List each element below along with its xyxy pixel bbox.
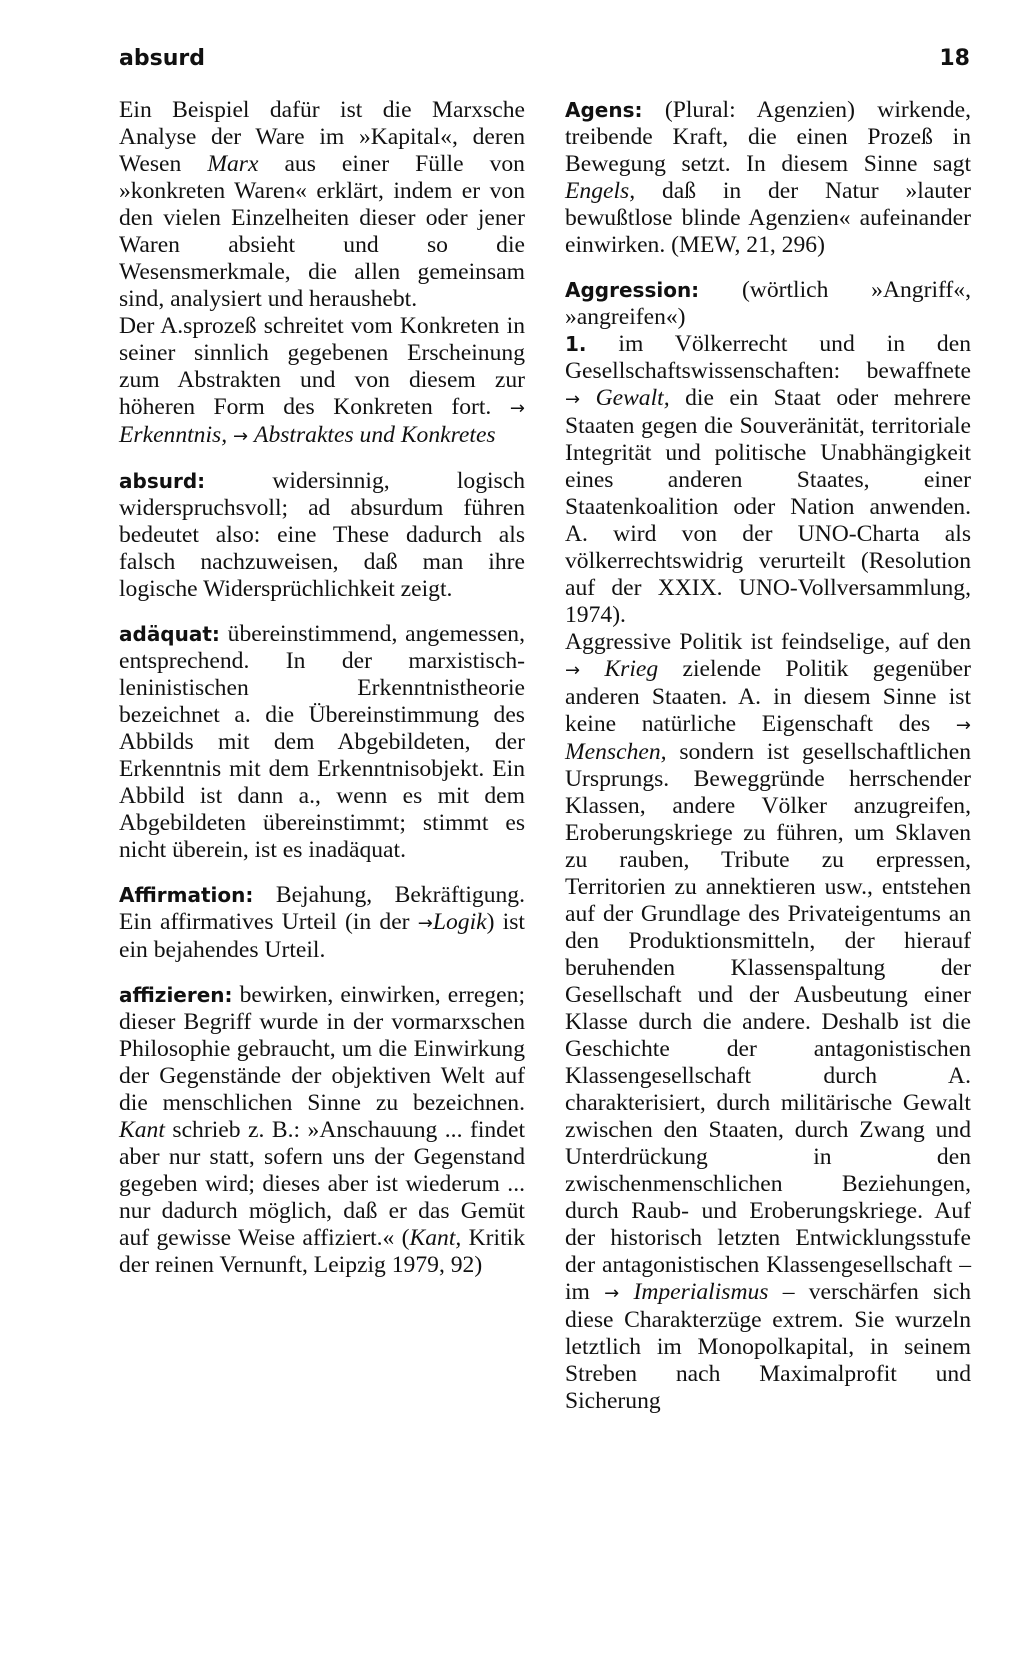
- page-header: [119, 46, 970, 76]
- sense-number: 1.: [565, 332, 587, 356]
- entry-affirmation: Affirmation: Bejahung, Bekräftigung. Ein affirmatives Urteil (in der →Logik) ist ein bejahendes Urteil.: [119, 882, 525, 963]
- entry-agens: Agens: (Plural: Agenzien) wirkende, treibende Kraft, die einen Prozeß in Bewegung setzt. In diesem Sinne sagt Engels, daß in der Natur »lauter bewußtlose blinde Agenzien« aufeinander einwirken. (MEW, 21, 296): [565, 97, 971, 258]
- entry-term: Affirmation:: [119, 883, 254, 907]
- cross-reference[interactable]: Krieg: [604, 656, 659, 682]
- entry-term: absurd:: [119, 469, 206, 493]
- page-number: 18: [939, 46, 970, 71]
- running-headword: absurd: [119, 46, 205, 71]
- arrow-icon: →: [955, 715, 971, 736]
- arrow-icon: →: [417, 913, 433, 934]
- cross-reference[interactable]: Imperialismus: [633, 1279, 769, 1305]
- paragraph-aggressive-politics: Aggressive Politik ist feindselige, auf den → Krieg zielende Politik gegenüber anderen Staaten. A. in diesem Sinne ist keine natürliche Eigenschaft des → Menschen, sondern ist gesellschaftlichen Ursprungs. Beweggründe herrschender Klassen, andere Völker anzugreifen, Eroberungskriege zu führen, um Sklaven zu rauben, Tribute zu erpressen, Territorien zu annektieren usw., entstehen auf der Grundlage des Privateigentums an den Produktionsmitteln, der hierauf beruhenden Klassenspaltung der Gesellschaft und der Ausbeutung einer Klasse durch die andere. Deshalb ist die Geschichte der antagonistischen Klassengesellschaft durch A. charakterisiert, durch militärische Gewalt zwischen den Staaten, durch Zwang und Unterdrückung in den zwischenmenschlichen Beziehungen, durch Raub- und Eroberungskriege. Auf der historisch letzten Entwicklungsstufe der antagonistischen Klassengesellschaft – im → Imperialismus – verschärfen sich diese Charakterzüge extrem. Sie wurzeln letztlich im Monopolkapital, in seinem Streben nach Maximalprofit und Sicherung: [565, 629, 972, 1414]
- entry-adaequat: adäquat: übereinstimmend, angemessen, entsprechend. In der marxistisch-leninistischen Erkenntnistheorie bezeichnet a. die Übereinstimmung des Abbilds mit dem Abgebildeten, der Erkenntnis mit dem Erkenntnisobjekt. Ein Abbild ist dann a., wenn es mit dem Abgebildeten übereinstimmt; stimmt es nicht überein, ist es inadäquat.: [119, 621, 525, 863]
- arrow-icon: →: [565, 660, 581, 681]
- paragraph-marx-analysis: Ein Beispiel dafür ist die Marxsche Analyse der Ware im »Kapital«, deren Wesen Marx aus einer Fülle von »konkreten Waren« erklärt, indem er von den vielen Einzelheiten dieser oder jener Waren absieht und so die Wesensmerkmale, die allen gemeinsam sind, analysiert und heraushebt.: [119, 97, 525, 312]
- cross-reference[interactable]: Menschen,: [565, 739, 667, 765]
- left-column: [119, 97, 525, 1279]
- arrow-icon: →: [509, 398, 525, 419]
- right-column: [565, 97, 971, 1415]
- cross-reference[interactable]: Erkenntnis,: [119, 422, 228, 448]
- arrow-icon: →: [604, 1283, 620, 1304]
- entry-term: affizieren:: [119, 983, 233, 1007]
- cross-reference[interactable]: Abstraktes und Konkretes: [254, 422, 496, 448]
- paragraph-abstraction-process: Der A.sprozeß schreitet vom Konkreten in seiner sinnlich gegebenen Erscheinung zum Abstrakten und von diesem zur höheren Form des Konkreten fort. → Erkenntnis, → Abstraktes und Konkretes: [119, 313, 525, 448]
- arrow-icon: →: [233, 426, 249, 447]
- cross-reference[interactable]: Gewalt,: [595, 385, 670, 411]
- entry-absurd: absurd: widersinnig, logisch widerspruchsvoll; ad absurdum führen bedeutet also: eine These dadurch als falsch nachzuweisen, daß man ihre logische Widersprüchlichkeit zeigt.: [119, 468, 525, 602]
- entry-affizieren: affizieren: bewirken, einwirken, erregen; dieser Begriff wurde in der vormarxschen Philosophie gebraucht, um die Einwirkung der Gegenstände der objektiven Welt auf die menschlichen Sinne zu bezeichnen. Kant schrieb z. B.: »Anschauung ... findet aber nur statt, sofern uns der Gegenstand gegeben wird; dieses aber ist wiederum ... nur dadurch möglich, daß er das Gemüt auf gewisse Weise affiziert.« (Kant, Kritik der reinen Vernunft, Leipzig 1979, 92): [119, 982, 526, 1278]
- entry-aggression: Aggression: (wörtlich »Angriff«, »angreifen«) 1. im Völkerrecht und in den Gesellschaftswissenschaften: bewaffnete → Gewalt, die ein Staat oder mehrere Staaten gegen die Souveränität, territoriale Integrität und politische Unabhängigkeit eines anderen Staates, einer Staatenkoalition oder Nation anwenden. A. wird von der UNO-Charta als völkerrechtswidrig verurteilt (Resolution auf der XXIX. UNO-Vollversammlung, 1974).: [565, 277, 971, 628]
- entry-term: adäquat:: [119, 622, 220, 646]
- arrow-icon: →: [565, 389, 581, 410]
- entry-term: Aggression:: [565, 278, 700, 302]
- cross-reference[interactable]: Logik: [432, 909, 487, 935]
- entry-term: Agens:: [565, 98, 643, 122]
